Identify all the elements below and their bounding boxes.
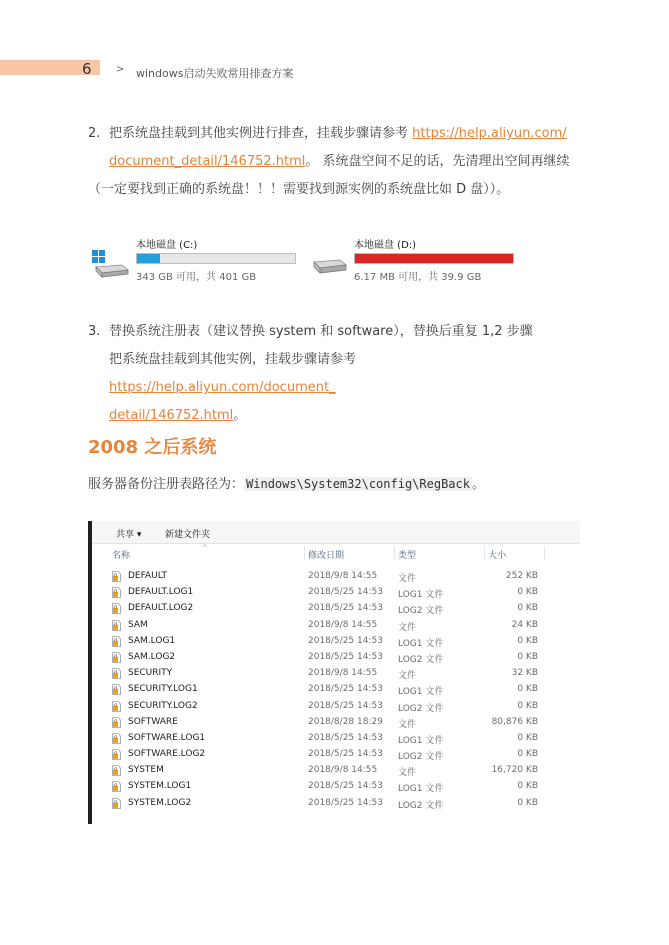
drive-c[interactable]	[90, 236, 300, 286]
file-size: 0 KB	[517, 749, 538, 760]
drive-icon	[308, 250, 348, 278]
file-row[interactable]	[92, 665, 580, 681]
file-type: LOG1 文件	[398, 735, 444, 746]
file-name: SOFTWARE.LOG1	[128, 732, 206, 743]
drive-usage-bar	[136, 253, 296, 264]
file-name: SAM.LOG1	[128, 635, 176, 646]
file-row[interactable]	[92, 584, 580, 600]
file-row[interactable]	[92, 617, 580, 633]
step-2-line-3: （一定要找到正确的系统盘！！！需要找到源实例的系统盘比如 D 盘））。	[88, 182, 510, 197]
step-3-line-1	[88, 318, 583, 346]
file-row[interactable]	[92, 714, 580, 730]
file-name: SYSTEM.LOG1	[128, 781, 192, 792]
system-file-icon	[112, 587, 121, 598]
file-name: SECURITY.LOG1	[128, 684, 198, 695]
column-size[interactable]: 大小	[488, 551, 507, 561]
file-name: SECURITY.LOG2	[128, 700, 198, 711]
system-file-icon	[112, 798, 121, 809]
step-2-line-1	[88, 120, 583, 148]
system-file-icon	[112, 620, 121, 631]
file-modified: 2018/9/8 14:55	[308, 668, 378, 679]
file-modified: 2018/5/25 14:53	[308, 684, 383, 695]
windows-drive-icon	[90, 250, 130, 278]
file-row[interactable]	[92, 681, 580, 697]
step-number: 3.	[88, 324, 101, 339]
registry-path-paragraph	[88, 470, 583, 499]
column-headers	[92, 544, 580, 562]
system-file-icon	[112, 603, 121, 614]
file-type: 文件	[398, 574, 417, 584]
registry-path: Windows\System32\config\RegBack	[246, 477, 470, 491]
file-list	[92, 568, 580, 811]
file-modified: 2018/5/25 14:53	[308, 732, 383, 743]
file-modified: 2018/5/25 14:53	[308, 603, 383, 614]
step-text: 把系统盘挂载到其他实例进行排查，挂载步骤请参考	[109, 126, 413, 141]
file-modified: 2018/9/8 14:55	[308, 619, 378, 630]
file-type: 文件	[398, 622, 417, 633]
column-type[interactable]: 类型	[398, 551, 417, 561]
drive-usage-fill	[355, 254, 513, 263]
system-file-icon	[112, 684, 121, 695]
file-type: LOG2 文件	[398, 654, 444, 665]
share-button[interactable]: 共享 ▾	[116, 530, 142, 540]
file-name: DEFAULT.LOG1	[128, 587, 194, 598]
file-row[interactable]	[92, 568, 580, 584]
file-name: DEFAULT	[128, 571, 167, 581]
system-file-icon	[112, 749, 121, 760]
file-size: 0 KB	[517, 603, 538, 614]
column-name[interactable]: 名称	[112, 551, 131, 561]
sort-arrow-icon: ^	[202, 544, 208, 552]
file-name: SAM.LOG2	[128, 651, 176, 662]
file-name: SECURITY	[128, 668, 173, 679]
system-file-icon	[112, 701, 121, 712]
help-link[interactable]: https://help.aliyun.com/	[412, 126, 567, 141]
step-3-line-3	[88, 402, 583, 430]
file-row[interactable]	[92, 778, 580, 794]
drive-name: 本地磁盘 (D:)	[354, 240, 417, 251]
help-link[interactable]: https://help.aliyun.com/document_	[109, 380, 336, 395]
breadcrumb-separator: >	[116, 64, 125, 75]
file-size: 0 KB	[517, 797, 538, 808]
system-file-icon	[112, 781, 121, 792]
file-type: LOG2 文件	[398, 800, 444, 811]
file-modified: 2018/5/25 14:53	[308, 781, 383, 792]
file-row[interactable]	[92, 730, 580, 746]
path-end: 。	[471, 477, 485, 492]
path-intro: 服务器备份注册表路径为：	[88, 477, 245, 492]
file-row[interactable]	[92, 746, 580, 762]
file-type: 文件	[398, 671, 417, 682]
column-modified[interactable]: 修改日期	[308, 551, 345, 561]
file-type: LOG2 文件	[398, 703, 444, 714]
file-name: SAM	[128, 619, 148, 630]
file-size: 0 KB	[517, 700, 538, 711]
file-type: 文件	[398, 768, 417, 779]
file-modified: 2018/5/25 14:53	[308, 749, 383, 760]
file-size: 0 KB	[517, 684, 538, 695]
file-modified: 2018/5/25 14:53	[308, 587, 383, 598]
file-type: LOG1 文件	[398, 638, 444, 649]
help-link-cont[interactable]: document_detail/146752.html	[109, 154, 306, 169]
file-row[interactable]	[92, 698, 580, 714]
file-size: 0 KB	[517, 651, 538, 662]
step-3-line-2	[88, 346, 583, 402]
system-file-icon	[112, 668, 121, 679]
file-size: 24 KB	[511, 619, 538, 630]
step-text: 替换系统注册表（建议替换 system 和 software），替换后重复 1,2 步骤	[109, 324, 533, 339]
file-size: 16,720 KB	[491, 765, 538, 776]
file-size: 80,876 KB	[491, 716, 538, 727]
system-file-icon	[112, 636, 121, 647]
file-size: 252 KB	[505, 571, 538, 581]
file-modified: 2018/9/8 14:55	[308, 765, 378, 776]
section-heading: 2008 之后系统	[88, 437, 217, 458]
file-type: LOG2 文件	[398, 606, 444, 617]
column-divider	[484, 546, 485, 560]
file-row[interactable]	[92, 600, 580, 616]
file-name: DEFAULT.LOG2	[128, 603, 194, 614]
system-file-icon	[112, 571, 121, 582]
column-divider	[304, 546, 305, 560]
file-modified: 2018/5/25 14:53	[308, 700, 383, 711]
file-row[interactable]	[92, 795, 580, 811]
file-explorer	[88, 521, 580, 824]
step-2	[88, 120, 583, 204]
file-size: 0 KB	[517, 635, 538, 646]
document-title: windows启动失败常用排查方案	[136, 67, 294, 80]
sub-text-end: 。	[233, 408, 247, 423]
file-name: SYSTEM	[128, 765, 164, 776]
file-type: 文件	[398, 719, 417, 730]
file-row[interactable]	[92, 649, 580, 665]
file-modified: 2018/8/28 18:29	[308, 716, 383, 727]
system-file-icon	[112, 765, 121, 776]
file-size: 0 KB	[517, 732, 538, 743]
sub-text: 把系统盘挂载到其他实例，挂载步骤请参考	[109, 352, 357, 367]
file-modified: 2018/5/25 14:53	[308, 635, 383, 646]
file-modified: 2018/5/25 14:53	[308, 797, 383, 808]
file-modified: 2018/5/25 14:53	[308, 651, 383, 662]
file-size: 0 KB	[517, 781, 538, 792]
file-modified: 2018/9/8 14:55	[308, 571, 378, 581]
drive-d[interactable]	[308, 236, 528, 286]
new-folder-button[interactable]: 新建文件夹	[165, 530, 211, 540]
step-2-line-2	[88, 148, 583, 176]
step-3	[88, 318, 583, 430]
step-number: 2.	[88, 126, 101, 141]
file-type: LOG1 文件	[398, 687, 444, 698]
drive-capacity: 6.17 MB 可用，共 39.9 GB	[354, 272, 482, 283]
file-name: SOFTWARE	[128, 716, 178, 727]
explorer-toolbar	[92, 521, 580, 544]
drive-usage-bar	[354, 253, 514, 264]
file-name: SYSTEM.LOG2	[128, 797, 192, 808]
page-number: 6	[82, 60, 92, 78]
column-divider	[544, 546, 545, 560]
file-type: LOG1 文件	[398, 590, 444, 601]
drive-name: 本地磁盘 (C:)	[136, 240, 198, 251]
file-type: LOG1 文件	[398, 784, 444, 795]
system-file-icon	[112, 652, 121, 663]
file-name: SOFTWARE.LOG2	[128, 749, 206, 760]
step-text-cont: 。 系统盘空间不足的话，先清理出空间再继续	[305, 154, 570, 169]
file-row[interactable]	[92, 633, 580, 649]
file-size: 0 KB	[517, 587, 538, 598]
drive-usage-fill	[137, 254, 160, 263]
file-type: LOG2 文件	[398, 752, 444, 763]
system-file-icon	[112, 733, 121, 744]
file-size: 32 KB	[511, 668, 538, 679]
drive-capacity: 343 GB 可用，共 401 GB	[136, 272, 257, 283]
column-divider	[394, 546, 395, 560]
system-file-icon	[112, 717, 121, 728]
file-row[interactable]	[92, 762, 580, 778]
help-link-cont[interactable]: detail/146752.html	[109, 408, 234, 423]
